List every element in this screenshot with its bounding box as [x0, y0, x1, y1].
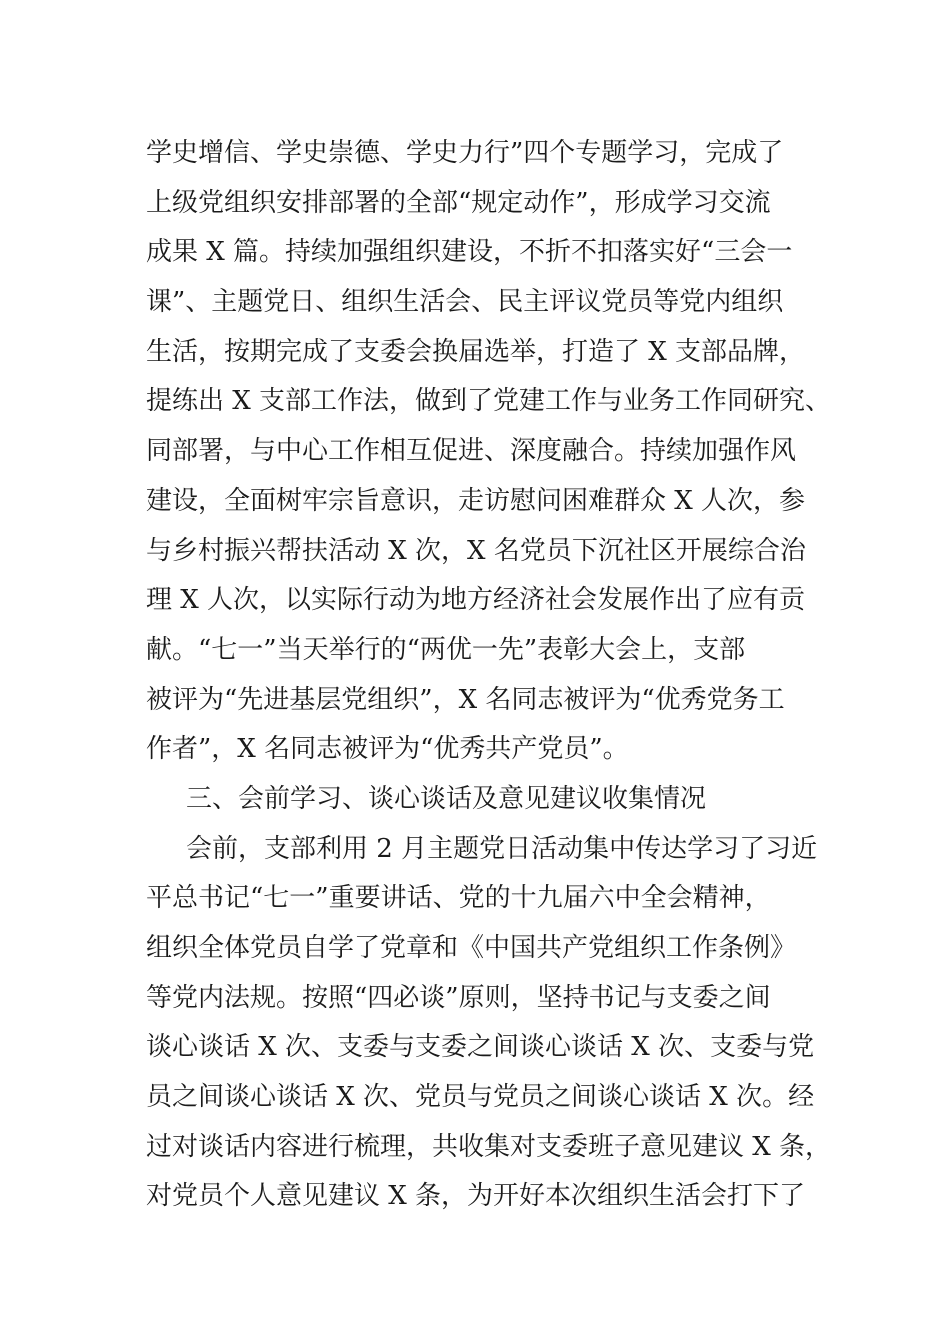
- paragraph-line: 生活，按期完成了支委会换届选举，打造了 X 支部品牌，: [146, 336, 806, 367]
- document-body: [146, 129, 846, 1222]
- paragraph-line: 与乡村振兴帮扶活动 X 次，X 名党员下沉社区开展综合治: [146, 535, 806, 566]
- paragraph-line: 等党内法规。按照“四必谈”原则，坚持书记与支委之间: [146, 982, 771, 1013]
- section-heading: 三、会前学习、谈心谈话及意见建议收集情况: [186, 783, 707, 814]
- paragraph-line: 员之间谈心谈话 X 次、党员与党员之间谈心谈话 X 次。经: [146, 1082, 815, 1113]
- paragraph-line: 学史增信、学史崇德、学史力行”四个专题学习，完成了: [146, 138, 784, 168]
- paragraph-line: 上级党组织安排部署的全部“规定动作”，形成学习交流: [146, 187, 771, 218]
- paragraph-line: 对党员个人意见建议 X 条，为开好本次组织生活会打下了: [146, 1181, 806, 1212]
- paragraph-line: 作者”，X 名同志被评为“优秀共产党员”。: [146, 734, 629, 765]
- paragraph-line: 谈心谈话 X 次、支委与支委之间谈心谈话 X 次、支委与党: [146, 1032, 815, 1063]
- paragraph-line: 献。“七一”当天举行的“两优一先”表彰大会上，支部: [146, 634, 746, 665]
- paragraph-line: 课”、主题党日、组织生活会、民主评议党员等党内组织: [146, 287, 784, 318]
- paragraph-line: 被评为“先进基层党组织”，X 名同志被评为“优秀党务工: [146, 684, 785, 715]
- paragraph-line: 会前，支部利用 2 月主题党日活动集中传达学习了习近: [186, 833, 818, 864]
- paragraph-line: 提练出 X 支部工作法，做到了党建工作与业务工作同研究、: [146, 386, 832, 417]
- paragraph-line: 建设，全面树牢宗旨意识，走访慰问困难群众 X 人次，参: [146, 485, 806, 516]
- paragraph-line: 组织全体党员自学了党章和《中国共产党组织工作条例》: [146, 933, 797, 963]
- paragraph-line: 成果 X 篇。持续加强组织建设，不折不扣落实好“三会一: [146, 237, 793, 268]
- paragraph-line: 同部署，与中心工作相互促进、深度融合。持续加强作风: [146, 436, 797, 467]
- paragraph-line: 理 X 人次，以实际行动为地方经济社会发展作出了应有贡: [146, 585, 806, 616]
- paragraph-line: 过对谈话内容进行梳理，共收集对支委班子意见建议 X 条，: [146, 1131, 832, 1162]
- paragraph-line: 平总书记“七一”重要讲话、党的十九届六中全会精神，: [146, 883, 771, 914]
